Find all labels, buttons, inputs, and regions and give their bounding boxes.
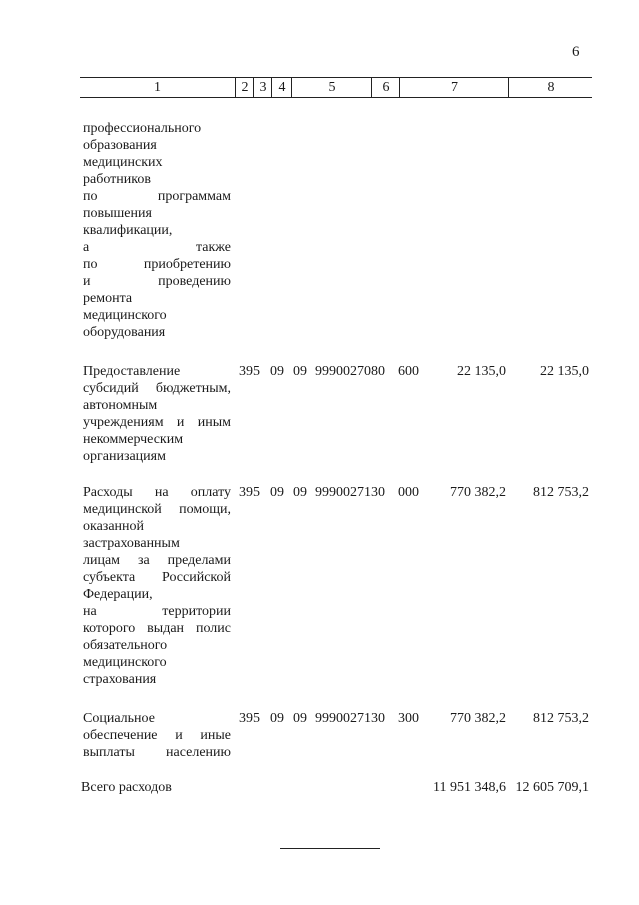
description-line: медицинского — [83, 308, 167, 323]
description-line: а также — [83, 240, 231, 255]
row-c3: 09 — [270, 485, 284, 500]
description-line: Федерации, — [83, 587, 153, 602]
description-line: некоммерческим — [83, 432, 184, 447]
row-c2: 395 — [239, 711, 260, 726]
description-line: выплаты населению — [83, 745, 231, 760]
row-description — [83, 363, 231, 465]
header-col-5: 5 — [291, 78, 372, 97]
description-line: образования — [83, 138, 157, 153]
row-c3: 09 — [270, 711, 284, 726]
row-c7: 770 382,2 — [450, 711, 506, 726]
description-line: застрахованным — [83, 536, 180, 551]
row-description — [83, 484, 231, 688]
header-col-4: 4 — [271, 78, 292, 97]
row-c6: 600 — [398, 364, 419, 379]
total-c8: 12 605 709,1 — [515, 780, 589, 795]
end-separator — [280, 848, 380, 849]
description-line: на территории — [83, 604, 231, 619]
row-c8: 22 135,0 — [540, 364, 589, 379]
description-line: страхования — [83, 672, 157, 687]
description-line: и проведению — [83, 274, 231, 289]
row-c8: 812 753,2 — [533, 711, 589, 726]
description-line: субсидий бюджетным, — [83, 381, 231, 396]
description-line: медицинского — [83, 655, 167, 670]
header-col-2: 2 — [235, 78, 254, 97]
description-line: оборудования — [83, 325, 166, 340]
row-c2: 395 — [239, 364, 260, 379]
description-line: субъекта Российской — [83, 570, 231, 585]
total-c7: 11 951 348,6 — [433, 780, 506, 795]
header-col-1: 1 — [154, 80, 161, 95]
row-c6: 000 — [398, 485, 419, 500]
description-line: по приобретению — [83, 257, 231, 272]
row-c6: 300 — [398, 711, 419, 726]
description-line: по программам — [83, 189, 231, 204]
row-c4: 09 — [293, 711, 307, 726]
row-description — [83, 120, 231, 341]
description-line: оказанной — [83, 519, 145, 534]
description-line: лицам за пределами — [83, 553, 231, 568]
description-line: медицинской помощи, — [83, 502, 231, 517]
row-description — [83, 710, 231, 761]
description-line: учреждениям и иным — [83, 415, 231, 430]
header-col-8: 8 — [508, 78, 593, 97]
description-line: квалификации, — [83, 223, 173, 238]
header-col-6: 6 — [371, 78, 400, 97]
description-line: автономным — [83, 398, 158, 413]
row-c5: 9990027130 — [315, 485, 385, 500]
description-line: работников — [83, 172, 151, 187]
row-c4: 09 — [293, 485, 307, 500]
row-c5: 9990027080 — [315, 364, 385, 379]
row-c3: 09 — [270, 364, 284, 379]
row-c5: 9990027130 — [315, 711, 385, 726]
header-col-7: 7 — [399, 78, 509, 97]
description-line: Расходы на оплату — [83, 485, 231, 500]
row-c2: 395 — [239, 485, 260, 500]
description-line: медицинских — [83, 155, 163, 170]
row-c7: 770 382,2 — [450, 485, 506, 500]
row-c4: 09 — [293, 364, 307, 379]
description-line: профессионального — [83, 121, 202, 136]
header-col-3: 3 — [253, 78, 272, 97]
description-line: ремонта — [83, 291, 133, 306]
page-number: 6 — [572, 44, 580, 60]
description-line: обязательного — [83, 638, 168, 653]
description-line: повышения — [83, 206, 152, 221]
description-line: Социальное — [83, 711, 155, 726]
description-line: обеспечение и иные — [83, 728, 231, 743]
row-c7: 22 135,0 — [457, 364, 506, 379]
table-header — [80, 77, 592, 98]
description-line: которого выдан полис — [83, 621, 231, 636]
total-label: Всего расходов — [81, 780, 172, 795]
description-line: Предоставление — [83, 364, 181, 379]
description-line: организациям — [83, 449, 166, 464]
row-c8: 812 753,2 — [533, 485, 589, 500]
